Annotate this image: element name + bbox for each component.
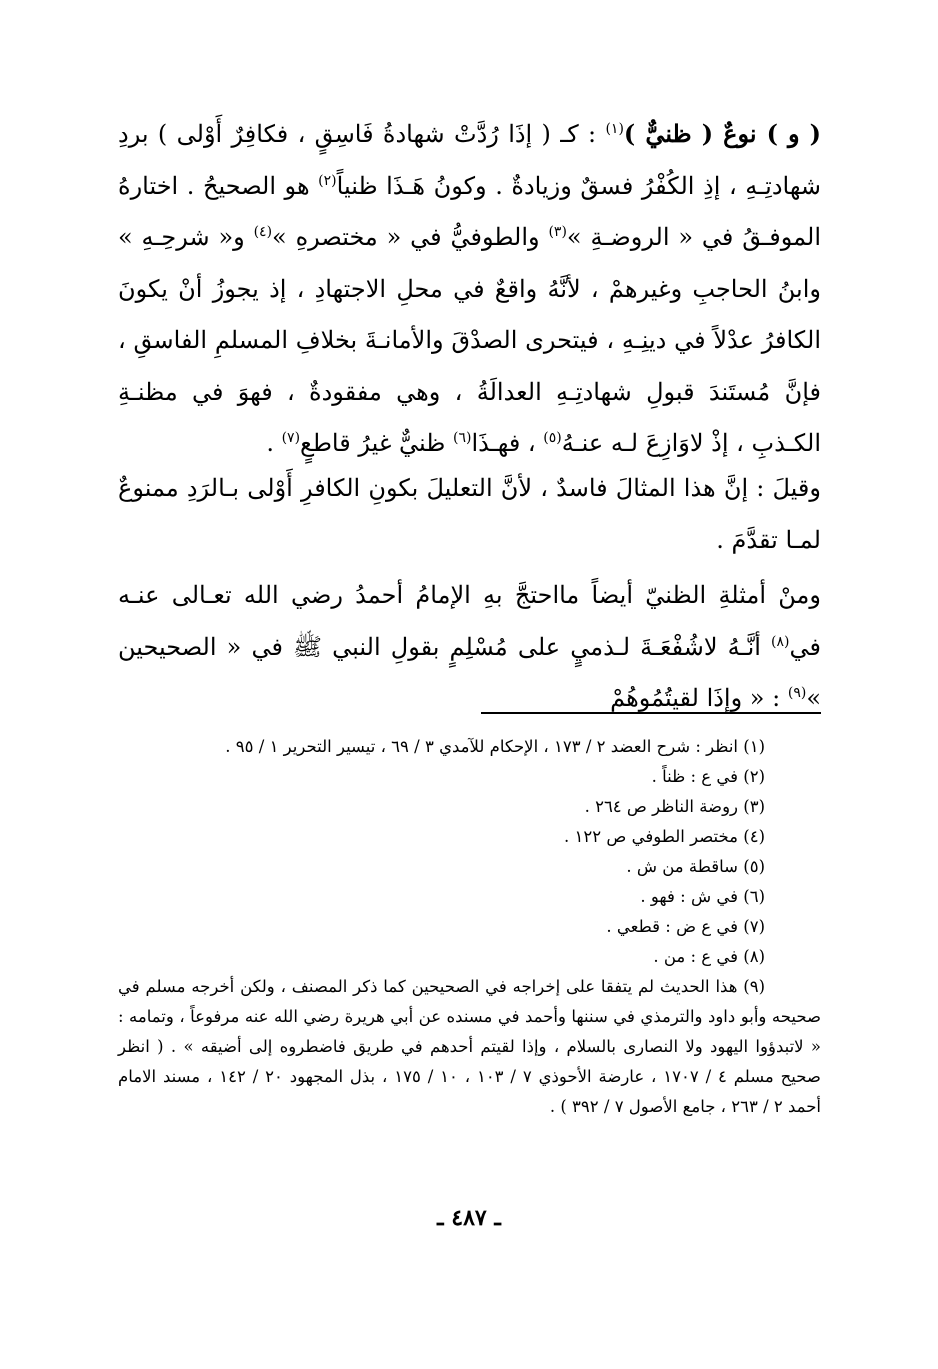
paragraph-text: أنَّـهُ لاشُفْعَـةَ لـذميٍ على مُسْلِمٍ بقولِ النبي ﷺ في « الصحيحين » <box>118 632 821 712</box>
footnote-4: (٤) مختصر الطوفي ص ١٢٢ . <box>564 827 765 846</box>
footnote-ref-9[interactable]: (٩) <box>787 685 807 701</box>
paragraph-text: ، فهـذَا <box>471 429 544 457</box>
footnote-2: (٢) في ع : ظناً . <box>651 767 765 786</box>
footnote-5: (٥) ساقطة من ش . <box>626 857 765 876</box>
paragraph-text: : كـ ( إذَا رُدَّتْ شهادةُ فَاسِقٍ ، فكافِرٌ أَوْلى ) بردِ شهادتِـهِ ، إذِ الكُفْرُ فسقٌ وزيادةٌ . وكونُ هَـذَا ظنياً <box>118 120 821 200</box>
paragraph-text: و« شرحِـهِ » وابنُ الحاجبِ وغيرهمْ ، لأنَّهُ واقعٌ في محلِ الاجتهادِ ، إذ يجوزُ أنْ يكونَ الكافرُ عدْلاً في دينِـهِ ، فيتحرى الصدْقَ والأمانـةَ بخلافِ المسلمِ الفاسقِ ، فإنَّ مُستَندَ قبولِ شهادتِـهِ العدالَةُ ، وهي مفقودةٌ ، فهوَ في مظنـةِ الكـذبِ ، إذْ لاوَازِعَ لـه عنـهُ <box>118 223 821 457</box>
footnote-3: (٣) روضة الناظر ص ٢٦٤ . <box>584 797 765 816</box>
footnote-6: (٦) في ش : فهو . <box>640 887 765 906</box>
paragraph-text: . <box>266 429 282 457</box>
footnote-ref-3[interactable]: (٣) <box>548 224 567 240</box>
footnote-ref-7[interactable]: (٧) <box>281 430 301 446</box>
footnote-divider <box>481 712 821 714</box>
paragraph-text: : « وإذَا لقيتُمُوهُمْ <box>610 684 788 712</box>
footnote-ref-1[interactable]: (١) <box>605 121 624 137</box>
footnote-8: (٨) في ع : من . <box>653 947 765 966</box>
paragraph-text: وقيلَ : إنَّ هذا المثالَ فاسدٌ ، لأنَّ التعليلَ بكونِ الكافرِ أَوْلى بـالرَدِ ممنوعٌ لمـا تقدَّمَ . <box>118 474 821 554</box>
footnote-1: (١) انظر : شرح العضد ٢ / ١٧٣ ، الإحكام للآمدي ٣ / ٦٩ ، تيسير التحرير ١ / ٩٥ . <box>225 737 765 756</box>
footnote-ref-8[interactable]: (٨) <box>771 633 790 650</box>
footnotes-list <box>118 732 821 1122</box>
footnote-7: (٧) في ع ض : قطعي . <box>606 917 765 936</box>
footnote-ref-6[interactable]: (٦) <box>452 430 472 446</box>
footnote-ref-5[interactable]: (٥) <box>543 430 562 446</box>
paragraph-text: ومنْ أمثلةِ الظنيّ أيضاً مااحتجَّ بهِ الإمامُ أحمدُ رضي الله تعـالى عنـه في <box>118 581 821 661</box>
main-text-paragraph-1 <box>118 108 821 470</box>
paragraph-text: هو الصحيحُ . اختارهُ الموفـقُ في « الروضـةِ » <box>118 171 821 251</box>
footnote-ref-4[interactable]: (٤) <box>253 224 273 240</box>
paragraph-text: والطوفيُّ في « مختصرهِ » <box>272 223 549 251</box>
page-number: ـ ٤٨٧ ـ <box>437 1205 501 1231</box>
term-heading: ( و ) نوعٌ ( ظنيٌّ ) <box>623 119 821 148</box>
main-text-paragraph-3 <box>118 570 821 725</box>
footnote-9: (٩) هذا الحديث لم يتفقا على إخراجه في الصحيحين كما ذكر المصنف ، ولكن أخرجه مسلم في صحيحه وأبو داود والترمذي في سننها وأحمد في مسنده عن أبي هريرة رضي الله عنه مرفوعاً ، وتمامه : « لاتبدؤوا اليهود ولا النصارى بالسلام ، وإذا لقيتم أحدهم في طريق فاضطروه إلى أضيقه » . ( انظر صحيح مسلم ٤ / ١٧٠٧ ، عارضة الأحوذي ٧ / ١٠٣ ، ١٠ / ١٧٥ ، بذل المجهود ٢٠ / ١٤٢ ، مسند الامام أحمد ٢ / ٢٦٣ ، جامع الأصول ٧ / ٣٩٢ ) . <box>118 977 821 1116</box>
main-text-paragraph-2 <box>118 463 821 566</box>
paragraph-text: ظنيٌّ غيرُ قاطعٍ <box>300 429 453 457</box>
footnote-ref-2[interactable]: (٢) <box>318 172 337 189</box>
